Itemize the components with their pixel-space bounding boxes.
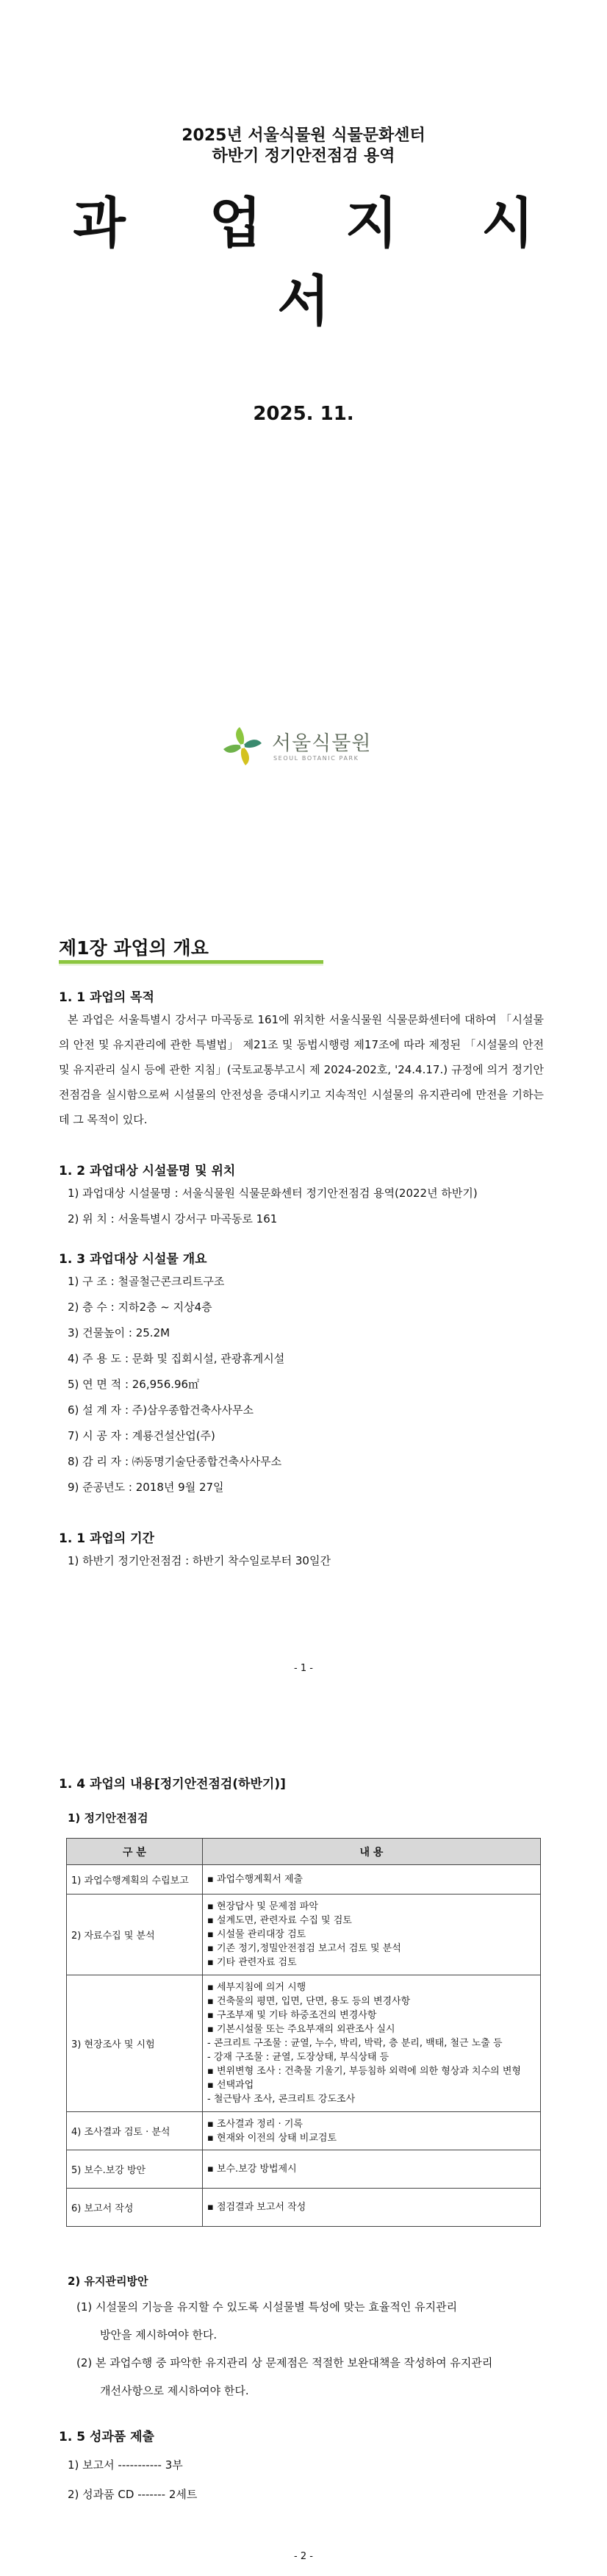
table-cell-category: 1) 과업수행계획의 수립보고: [67, 1865, 203, 1895]
table-cell-content: [203, 1895, 541, 1975]
table-cell-category: 5) 보수.보강 방안: [67, 2150, 203, 2189]
note-line: (2) 본 과업수행 중 파악한 유지관리 상 문제점은 적절한 보완대책을 작성하여 유지관리: [76, 2356, 493, 2369]
table-cell-content: [203, 2189, 541, 2227]
table-cell-category: 4) 조사결과 검토 · 분석: [67, 2112, 203, 2150]
logo-text: 서울식물원: [272, 732, 372, 755]
cover-subtitle-line2: 하반기 정기안전점검 용역: [212, 147, 395, 165]
cover-subtitle-line1: 2025년 서울식물원 식물문화센터: [182, 126, 425, 145]
section-1-3-heading: 1. 3 과업대상 시설물 개요: [59, 1252, 207, 1267]
table-row: [67, 1975, 541, 2112]
content-line: ▪ 과업수행계획서 제출: [207, 1874, 304, 1885]
content-line: - 철근탐사 조사, 콘크리트 강도조사: [207, 2094, 356, 2105]
subsection-inspection: 1) 정기안전점검: [68, 1811, 148, 1825]
content-line: ▪ 시설물 관리대장 검토: [207, 1929, 306, 1940]
cover-date: 2025. 11.: [253, 403, 354, 425]
content-line: ▪ 변위변형 조사 : 건축물 기울기, 부등침하 외력에 의한 형상과 치수의 변형: [207, 2066, 521, 2077]
content-line: ▪ 선택과업: [207, 2080, 254, 2091]
table-header-category: 구 분: [67, 1839, 203, 1865]
table-row: [67, 2189, 541, 2227]
table-cell-content: [203, 2150, 541, 2189]
leaf-pinwheel-icon: [220, 724, 265, 768]
list-item: 4) 주 용 도 : 문화 및 집회시설, 관광휴게시설: [68, 1352, 285, 1365]
table-cell-content: [203, 1865, 541, 1895]
table-cell-category: 2) 자료수집 및 분석: [67, 1895, 203, 1975]
list-item: 9) 준공년도 : 2018년 9월 27일: [68, 1481, 224, 1494]
chapter-underline: [59, 960, 323, 964]
cover-title: 과 업 지 시 서: [73, 192, 567, 333]
table-row: [67, 2112, 541, 2150]
note-line: (1) 시설물의 기능을 유지할 수 있도록 시설물별 특성에 맞는 효율적인 유지관리: [76, 2300, 458, 2314]
table-header-row: [67, 1839, 541, 1865]
list-item: 1) 구 조 : 철골철근콘크리트구조: [68, 1275, 225, 1288]
content-line: ▪ 기존 정기,정밀안전점검 보고서 검토 및 분석: [207, 1943, 401, 1954]
section-period-heading: 1. 1 과업의 기간: [59, 1531, 154, 1546]
content-line: ▪ 기본시설물 또는 주요부재의 외관조사 실시: [207, 2024, 395, 2035]
section-1-5-heading: 1. 5 성과품 제출: [59, 2430, 154, 2444]
content-line: ▪ 점검결과 보고서 작성: [207, 2202, 306, 2213]
section-1-2-heading: 1. 2 과업대상 시설물명 및 위치: [59, 1164, 236, 1178]
table-row: [67, 2150, 541, 2189]
list-item: 1) 보고서 ----------- 3부: [68, 2458, 183, 2472]
content-line: ▪ 보수.보강 방법제시: [207, 2164, 297, 2175]
list-item: 6) 설 계 자 : 주)삼우종합건축사사무소: [68, 1403, 254, 1417]
list-item: 8) 감 리 자 : ㈜동명기술단종합건축사사무소: [68, 1455, 282, 1468]
section-1-1-heading: 1. 1 과업의 목적: [59, 990, 154, 1005]
table-cell-category: 3) 현장조사 및 시험: [67, 1975, 203, 2112]
table-row: [67, 1895, 541, 1975]
list-item: 2) 층 수 : 지하2층 ~ 지상4층: [68, 1300, 212, 1314]
table-cell-content: [203, 1975, 541, 2112]
subsection-maintenance: 2) 유지관리방안: [68, 2275, 148, 2288]
chapter-title: 제1장 과업의 개요: [59, 937, 209, 959]
content-line: ▪ 세부지침에 의거 시행: [207, 1982, 306, 1993]
table-row: [67, 1865, 541, 1895]
note-line: 개선사항으로 제시하여야 한다.: [100, 2384, 249, 2397]
content-line: - 콘크리트 구조물 : 균열, 누수, 박리, 박락, 층 분리, 백태, 철근 노출 등: [207, 2038, 503, 2049]
section-1-1-body: 본 과업은 서울특별시 강서구 마곡동로 161에 위치한 서울식물원 식물문화센터에 대하여 「시설물의 안전 및 유지관리에 관한 특별법」 제21조 및 동법시행령 제17조에 따라 제정된 「시설물의 안전 및 유지관리 실시 등에 관한 지침」(국토교통부고시 제 2024-202호, '24.4.17.) 규정에 의거 정기안전점검을 실시함으로써 시설물의 안전성을 증대시키고 지속적인 시설물의 유지관리에 만전을 기하는데 그 목적이 있다.: [59, 1013, 544, 1126]
list-item: 5) 연 면 적 : 26,956.96㎡: [68, 1378, 200, 1391]
table-cell-content: [203, 2112, 541, 2150]
list-item: 2) 위 치 : 서울특별시 강서구 마곡동로 161: [68, 1212, 278, 1226]
list-item: 1) 하반기 정기안전점검 : 하반기 착수일로부터 30일간: [68, 1554, 331, 1567]
content-line: ▪ 건축물의 평면, 입면, 단면, 용도 등의 변경사항: [207, 1996, 411, 2007]
note-line: 방안을 제시하여야 한다.: [100, 2328, 218, 2341]
list-item: 2) 성과품 CD ------- 2세트: [68, 2488, 198, 2501]
page-number-1: - 1 -: [294, 1663, 313, 1674]
content-line: ▪ 기타 관련자료 검토: [207, 1957, 297, 1968]
content-line: ▪ 조사결과 정리 · 기록: [207, 2118, 303, 2130]
list-item: 7) 시 공 자 : 계룡건설산업(주): [68, 1429, 215, 1442]
section-1-4-heading: 1. 4 과업의 내용[정기안전점검(하반기)]: [59, 1777, 286, 1792]
seoul-botanic-logo: [220, 724, 389, 776]
content-line: ▪ 현재와 이전의 상태 비교검토: [207, 2132, 337, 2144]
page-number-2: - 2 -: [294, 2551, 313, 2562]
list-item: 1) 과업대상 시설물명 : 서울식물원 식물문화센터 정기안전점검 용역(2022년 하반기): [68, 1187, 478, 1200]
content-line: ▪ 구조부재 및 기타 하중조건의 변경사항: [207, 2010, 377, 2021]
logo-subtext: SEOUL BOTANIC PARK: [273, 755, 359, 762]
list-item: 3) 건물높이 : 25.2M: [68, 1326, 170, 1339]
content-line: - 강재 구조물 : 균열, 도장상태, 부식상태 등: [207, 2052, 389, 2063]
content-line: ▪ 현장답사 및 문제점 파악: [207, 1901, 318, 1912]
table-cell-category: 6) 보고서 작성: [67, 2189, 203, 2227]
table-header-content: 내 용: [203, 1839, 541, 1865]
content-line: ▪ 설계도면, 관련자료 수집 및 검토: [207, 1915, 352, 1926]
work-content-table: [66, 1838, 541, 2227]
